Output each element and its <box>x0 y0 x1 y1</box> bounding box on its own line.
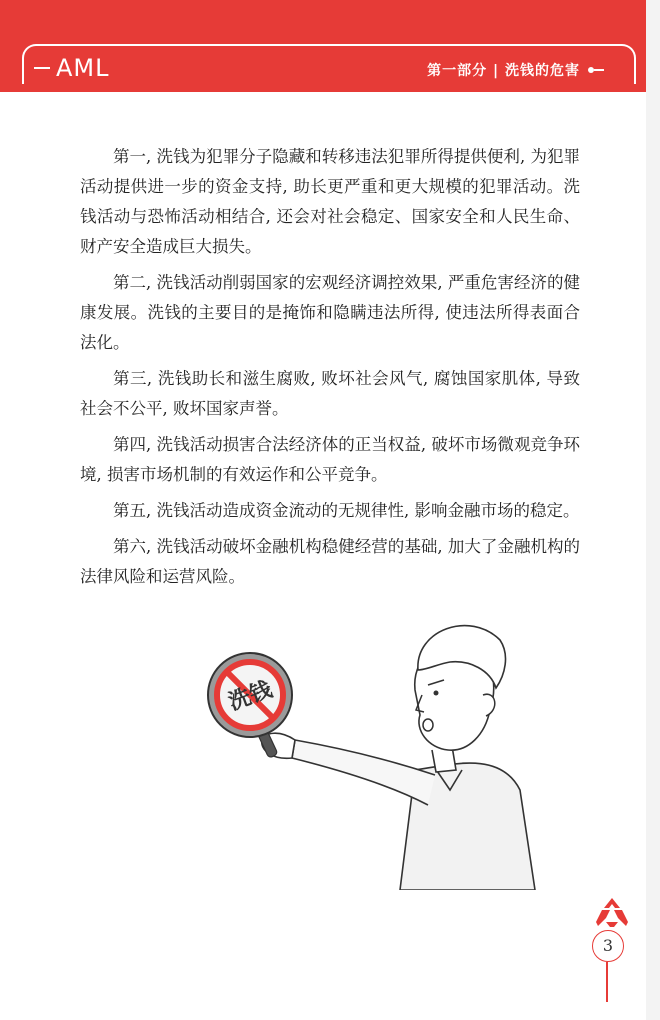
header-right <box>427 60 604 80</box>
bank-logo-icon <box>594 896 630 928</box>
paragraph-4: 第四, 洗钱活动损害合法经济体的正当权益, 破坏市场微观竞争环境, 损害市场机制的有效运作和公平竞争。 <box>80 435 580 484</box>
header-left <box>34 54 110 82</box>
paragraph-2: 第二, 洗钱活动削弱国家的宏观经济调控效果, 严重危害经济的健康发展。洗钱的主要目的是掩饰和隐瞒违法所得, 使违法所得表面合法化。 <box>80 273 580 352</box>
header-section-title: 第一部分 | 洗钱的危害 <box>427 63 580 79</box>
paragraph-1: 第一, 洗钱为犯罪分子隐藏和转移违法犯罪所得提供便利, 为犯罪活动提供进一步的资金支持, 助长更严重和更大规模的犯罪活动。洗钱活动与恐怖活动相结合, 还会对社会稳定、国家安全和人民生命、财产安全造成巨大损失。 <box>80 147 580 256</box>
body-text <box>80 142 580 598</box>
page-number-stem <box>606 962 608 1002</box>
page-number: 3 <box>592 930 624 962</box>
page-edge <box>646 0 660 1020</box>
paragraph-5: 第五, 洗钱活动造成资金流动的无规律性, 影响金融市场的稳定。 <box>113 501 580 520</box>
header-dot-line <box>594 69 604 71</box>
sign-text: 洗钱 <box>225 677 276 716</box>
paragraph-6: 第六, 洗钱活动破坏金融机构稳健经营的基础, 加大了金融机构的法律风险和运营风险。 <box>80 537 580 586</box>
header-aml-label: AML <box>56 54 110 82</box>
man-with-no-money-laundering-sign-illustration <box>200 600 540 890</box>
paragraph-3: 第三, 洗钱助长和滋生腐败, 败坏社会风气, 腐蚀国家肌体, 导致社会不公平, 败坏国家声誉。 <box>80 369 580 418</box>
header-dash <box>34 67 50 69</box>
